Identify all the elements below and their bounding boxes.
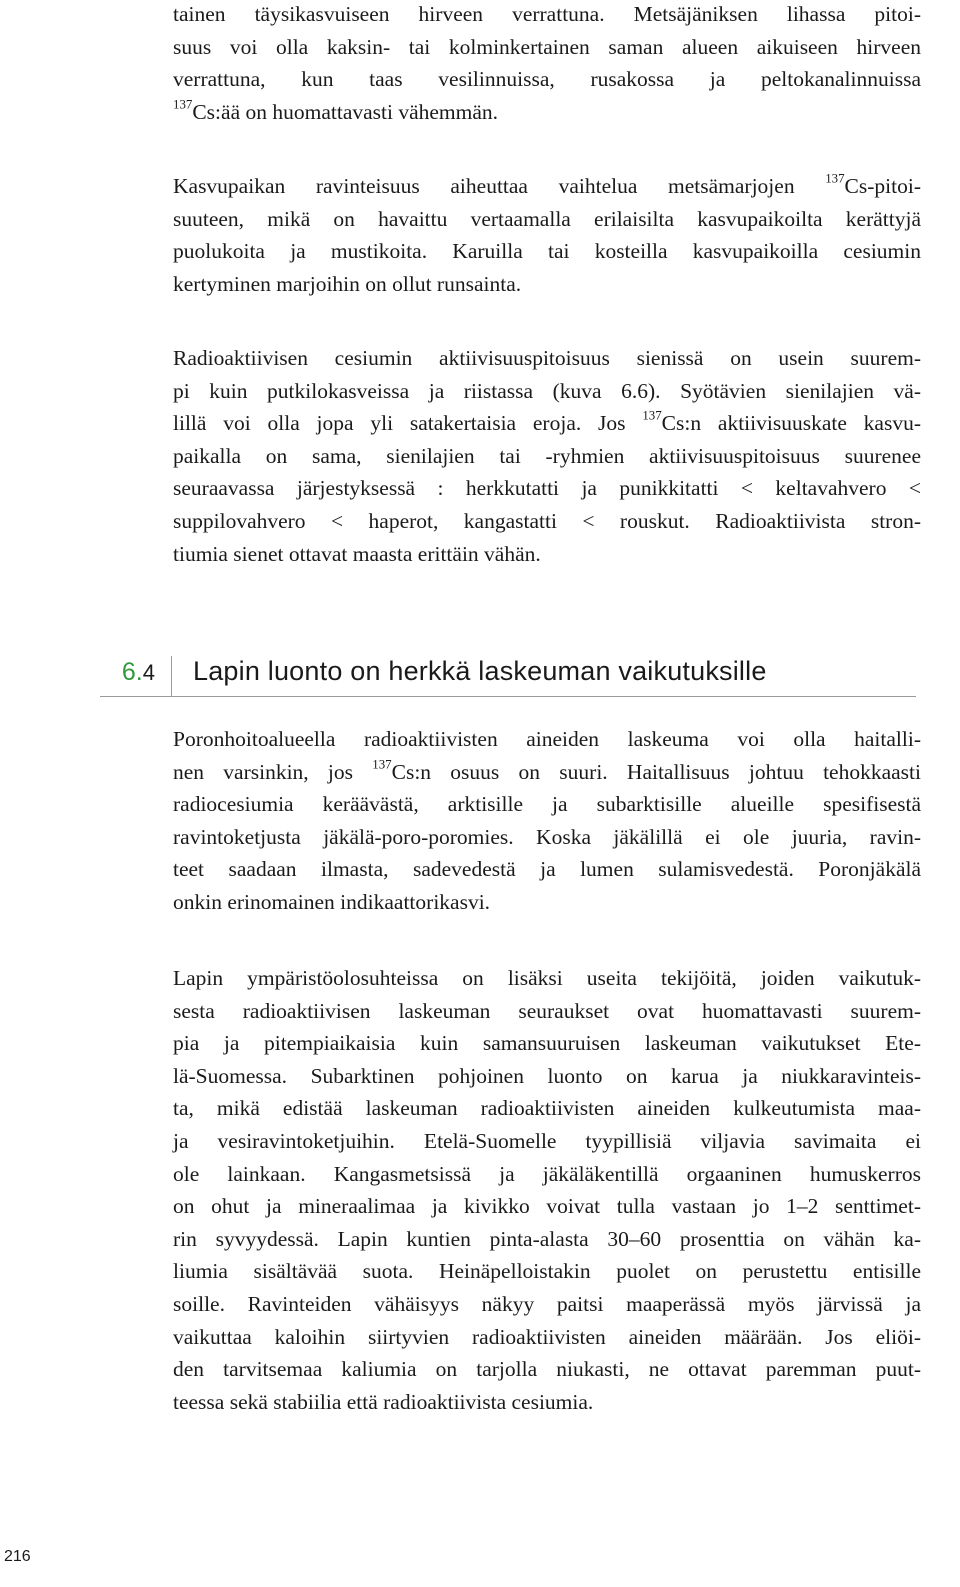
page-number: 216 (4, 1548, 31, 1565)
text-segment: puolukoita ja mustikoita. Karuilla tai kosteilla kasvupaikoilla cesiumin (173, 239, 921, 264)
text-segment: Kasvupaikan ravinteisuus aiheuttaa vaihtelua metsämarjojen (173, 174, 826, 198)
text-segment: teessa sekä stabiilia että radioaktiivista cesiumia. (173, 1389, 594, 1414)
text-segment: verrattuna, kun taas vesilinnuissa, rusakossa ja peltokanalinnuissa (173, 67, 921, 92)
text-segment: ole lainkaan. Kangasmetsissä ja jäkäläkentillä orgaaninen humuskerros (173, 1161, 921, 1186)
text-line (173, 1255, 921, 1288)
paragraph-4 (173, 723, 921, 919)
section-heading (100, 652, 916, 697)
text-segment: tiumia sienet ottavat maasta erittäin vähän. (173, 541, 541, 566)
text-segment: Lapin ympäristöolosuhteissa on lisäksi useita tekijöitä, joiden vaikutuk- (173, 966, 921, 990)
text-segment: vaikuttaa kaloihin siirtyvien radioaktiivisten aineiden määrään. Jos eliöi- (173, 1324, 921, 1349)
text-line (173, 0, 921, 31)
text-segment: ravintoketjusta jäkälä-poro-poromies. Koska jäkälillä ei ole juuria, ravin- (173, 824, 921, 849)
text-segment: liumia sisältävää suota. Heinäpelloistakin puolet on perustettu entisille (173, 1259, 921, 1284)
text-segment: pi kuin putkilokasveissa ja riistassa (kuva 6.6). Syötävien sienilajien vä- (173, 378, 921, 403)
text-segment: Poronhoitoalueella radioaktiivisten aineiden laskeuma voi olla haitalli- (173, 727, 921, 751)
text-line (173, 1288, 921, 1321)
text-segment: teet saadaan ilmasta, sadevedestä ja lumen sulamisvedestä. Poronjäkälä (173, 857, 921, 882)
text-line (173, 235, 921, 268)
text-line (173, 821, 921, 854)
text-segment: soille. Ravinteiden vähäisyys näkyy paitsi maaperässä myös järvissä ja (173, 1291, 921, 1316)
isotope-superscript: 137 (642, 408, 662, 423)
paragraph-3 (173, 342, 921, 570)
paragraph-2 (173, 170, 921, 300)
text-line (173, 723, 921, 756)
text-line (173, 962, 921, 995)
text-line (173, 1060, 921, 1093)
text-line (173, 170, 921, 203)
text-line (173, 886, 921, 919)
text-line (173, 342, 921, 375)
isotope-superscript: 137 (825, 171, 845, 186)
text-line (173, 203, 921, 236)
text-segment: Cs:n osuus on suuri. Haitallisuus johtuu tehokkaasti (391, 759, 921, 784)
text-line (173, 1125, 921, 1158)
text-line (173, 440, 921, 473)
text-segment: paikalla on sama, sienilajien tai -ryhmien aktiivisuuspitoisuus suurenee (173, 443, 921, 468)
text-line (173, 505, 921, 538)
text-line (173, 788, 921, 821)
text-line (173, 407, 921, 440)
paragraph-1 (173, 0, 921, 128)
text-segment: ja vesiravintoketjuihin. Etelä-Suomelle tyypillisiä viljavia savimaita ei (173, 1128, 921, 1153)
text-segment: suuteen, mikä on havaittu vertaamalla erilaisilta kasvupaikoilta kerättyjä (173, 206, 921, 231)
text-line (173, 1353, 921, 1386)
section-number-minor: 4 (142, 660, 155, 685)
section-number (100, 658, 155, 687)
text-segment: onkin erinomainen indikaattorikasvi. (173, 889, 491, 914)
text-segment: on ohut ja mineraalimaa ja kivikko voivat tulla vastaan jo 1–2 senttimet- (173, 1194, 921, 1219)
paragraph-5 (173, 962, 921, 1418)
text-line (173, 96, 921, 129)
text-segment: sesta radioaktiivisen laskeuman seuraukset ovat huomattavasti suurem- (173, 998, 921, 1023)
text-line (173, 853, 921, 886)
text-line (173, 1223, 921, 1256)
text-line (173, 995, 921, 1028)
text-segment: lä-Suomessa. Subarktinen pohjoinen luonto on karua ja niukkaravinteis- (173, 1063, 921, 1088)
text-line (173, 31, 921, 64)
section-number-major: 6. (121, 658, 143, 686)
text-line (173, 756, 921, 789)
text-segment: tainen täysikasvuiseen hirveen verrattuna. Metsäjäniksen lihassa pitoi- (173, 2, 921, 26)
text-segment: pia ja pitempiaikaisia kuin samansuuruisen laskeuman vaikutukset Ete- (173, 1031, 921, 1056)
text-line (173, 1190, 921, 1223)
text-line (173, 1027, 921, 1060)
text-segment: radiocesiumia keräävästä, arktisille ja subarktisille alueille spesifisestä (173, 792, 921, 817)
text-line (173, 472, 921, 505)
text-segment: seuraavassa järjestyksessä : herkkutatti ja punikkitatti < keltavahvero < (173, 476, 921, 501)
text-line (173, 1386, 921, 1419)
text-segment: Radioaktiivisen cesiumin aktiivisuuspitoisuus sienissä on usein suurem- (173, 346, 921, 370)
text-segment: kertyminen marjoihin on ollut runsainta. (173, 271, 522, 296)
isotope-superscript: 137 (173, 97, 193, 112)
text-segment: Cs:ää on huomattavasti vähemmän. (192, 99, 499, 124)
section-divider (171, 656, 172, 696)
section-title: Lapin luonto on herkkä laskeuman vaikutuksille (193, 656, 767, 686)
text-segment: ta, mikä edistää laskeuman radioaktiivisten aineiden kulkeutumista maa- (173, 1096, 921, 1121)
text-segment: suppilovahvero < haperot, kangastatti < rouskut. Radioaktiivista stron- (173, 508, 921, 533)
text-line (173, 1092, 921, 1125)
text-segment: rin syvyydessä. Lapin kuntien pinta-alasta 30–60 prosenttia on vähän ka- (173, 1226, 921, 1251)
text-line (173, 63, 921, 96)
text-segment: suus voi olla kaksin- tai kolminkertainen saman alueen aikuiseen hirveen (173, 34, 921, 59)
text-segment: Cs:n aktiivisuuskate kasvu- (661, 411, 921, 436)
text-line (173, 268, 921, 301)
text-segment: lillä voi olla jopa yli satakertaisia eroja. Jos (173, 411, 643, 436)
text-line (173, 1158, 921, 1191)
text-segment: den tarvitsemaa kaliumia on tarjolla niukasti, ne ottavat paremman puut- (173, 1357, 921, 1382)
text-line (173, 375, 921, 408)
text-segment: nen varsinkin, jos (173, 759, 373, 784)
text-segment: Cs-pitoi- (844, 174, 921, 198)
text-line (173, 1321, 921, 1354)
isotope-superscript: 137 (372, 757, 392, 772)
text-line (173, 538, 921, 571)
